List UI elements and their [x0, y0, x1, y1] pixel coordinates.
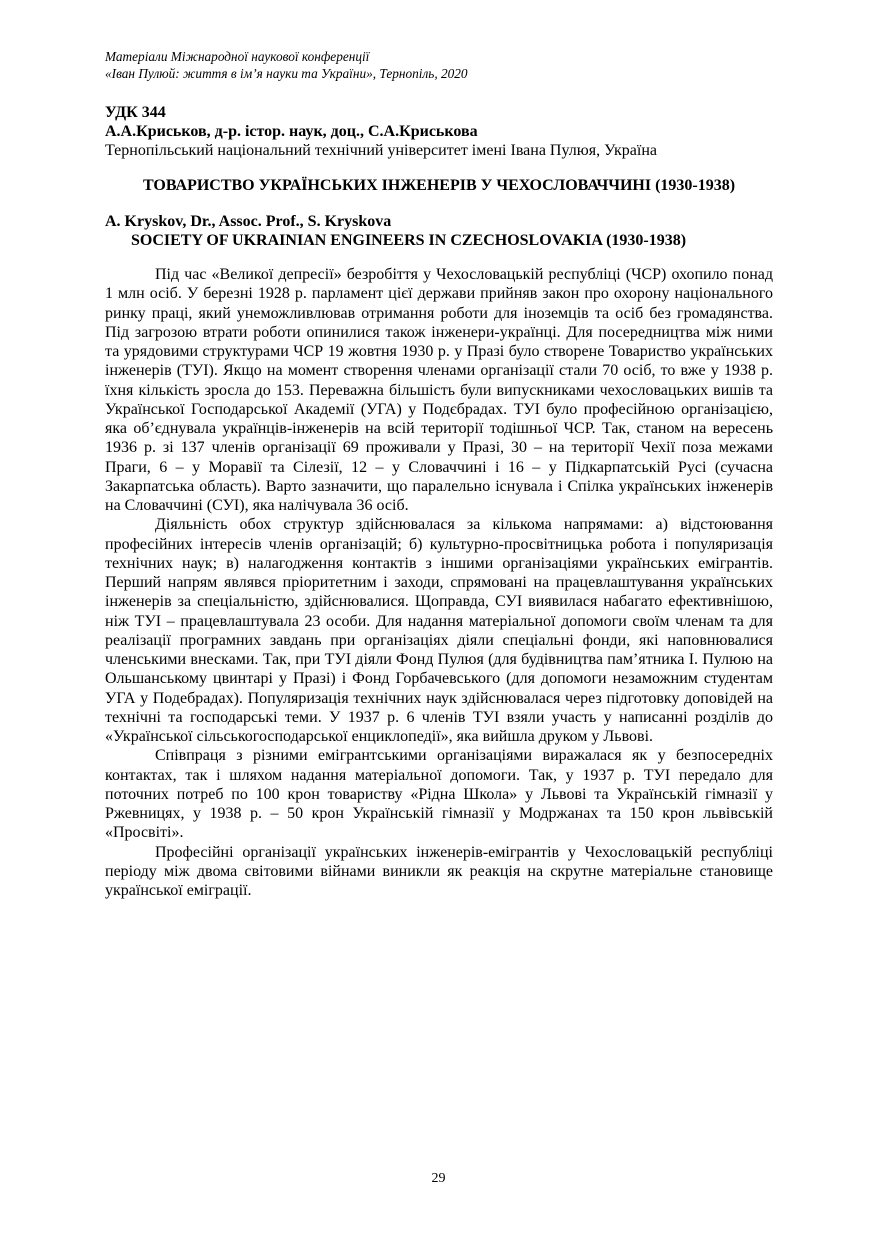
conference-header-line-2: «Іван Пулюй: життя в ім’я науки та України», Тернопіль, 2020 [105, 66, 468, 81]
paper-title-english: SOCIETY OF UKRAINIAN ENGINEERS IN CZECHOSLOVAKIA (1930-1938) [131, 232, 687, 249]
body-paragraph-2: Діяльність обох структур здійснювалася за кількома напрямами: а) відстоювання професійних інтересів членів організацій; б) культурно-просвітницька робота і популяризація технічних наук; в) налагодження контактів з іншими організаціями українських емігрантів. Перший напрям являвся пріоритетним і заходи, спрямовані на працевлаштування українських інженерів за спеціальністю, здійснювалися. Щоправда, СУІ виявилася набагато ефективнішою, ніж ТУІ – працевлаштувала 23 особи. Для надання матеріальної допомоги своїм членам та для реалізації програмних завдань при організаціях діяли спеціальні фонди, які наповнювалися членськими внесками. Так, при ТУІ діяли Фонд Пулюя (для будівництва пам’ятника І. Пулюю на Ольшанському цвинтарі у Празі) і Фонд Горбачевського (для допомоги незаможним студентам УГА у Подебрадах). Популяризація технічних наук здійснювалася через підготовку доповідей на технічні та господарські теми. У 1937 р. 6 членів ТУІ взяли участь у написанні розділів до «Української сільськогосподарської енциклопедії», яка вийшла друком у Львові. [105, 516, 773, 745]
authors-ukrainian: А.А.Криськов, д-р. істор. наук, доц., С.А.Криськова [105, 123, 478, 140]
paper-title-ukrainian: ТОВАРИСТВО УКРАЇНСЬКИХ ІНЖЕНЕРІВ У ЧЕХОСЛОВАЧЧИНІ (1930-1938) [142, 177, 736, 194]
authors-english: A. Kryskov, Dr., Assoc. Prof., S. Kryskova [105, 213, 392, 230]
body-paragraph-4: Професійні організації українських інженерів-емігрантів у Чехословацькій республіці періоду між двома світовими війнами виникли як реакція на скрутне матеріальне становище української еміграції. [105, 843, 773, 899]
udk-code: УДК 344 [105, 104, 166, 121]
conference-header-line-1: Матеріали Міжнародної наукової конференції [105, 49, 370, 64]
affiliation: Тернопільський національний технічний університет імені Івана Пулюя, Україна [105, 142, 657, 159]
document-page [105, 48, 773, 900]
body-paragraph-1: Під час «Великої депресії» безробіття у Чехословацькій республіці (ЧСР) охопило понад 1 млн осіб. У березні 1928 р. парламент цієї держави прийняв закон про охорону національного ринку праці, який унеможливлював отримання роботи для іноземців та осіб без громадянства. Під загрозою втрати роботи опинилися також інженери-українці. Для посередництва між ними та урядовими структурами ЧСР 19 жовтня 1930 р. у Празі було створене Товариство українських інженерів (ТУІ). Якщо на момент створення членами організації стали 70 осіб, то вже у 1938 р. їхня кількість зросла до 153. Переважна більшість були випускниками чехословацьких вишів та Української Господарської Академії (УГА) у Подєбрадах. ТУІ було професійною організацією, яка об’єднувала українців-інженерів на всій території тодішньої ЧСР. Так, станом на вересень 1936 р. зі 137 членів організації 69 проживали у Празі, 30 – на території Чехії поза межами Праги, 6 – у Моравії та Сілезії, 12 – у Словаччині і 16 – у Підкарпатській Русі (сучасна Закарпатська область). Варто зазначити, що паралельно існувала і Спілка українських інженерів на Словаччині (СУІ), яка налічувала 36 осіб. [105, 266, 773, 514]
body-paragraph-3: Співпраця з різними емігрантськими організаціями виражалася як у безпосередніх контактах, так і шляхом надання матеріальної допомоги. Так, у 1937 р. ТУІ передало для поточних потреб по 100 крон товариству «Рідна Школа» у Львові та Українській гімназії у Ржевницях, у 1938 р. – 50 крон Українській гімназії у Модржанах та 150 крон львівській «Просвіті». [105, 747, 773, 842]
body-text [105, 265, 773, 900]
page-number: 29 [431, 1171, 446, 1186]
conference-header [105, 48, 773, 82]
